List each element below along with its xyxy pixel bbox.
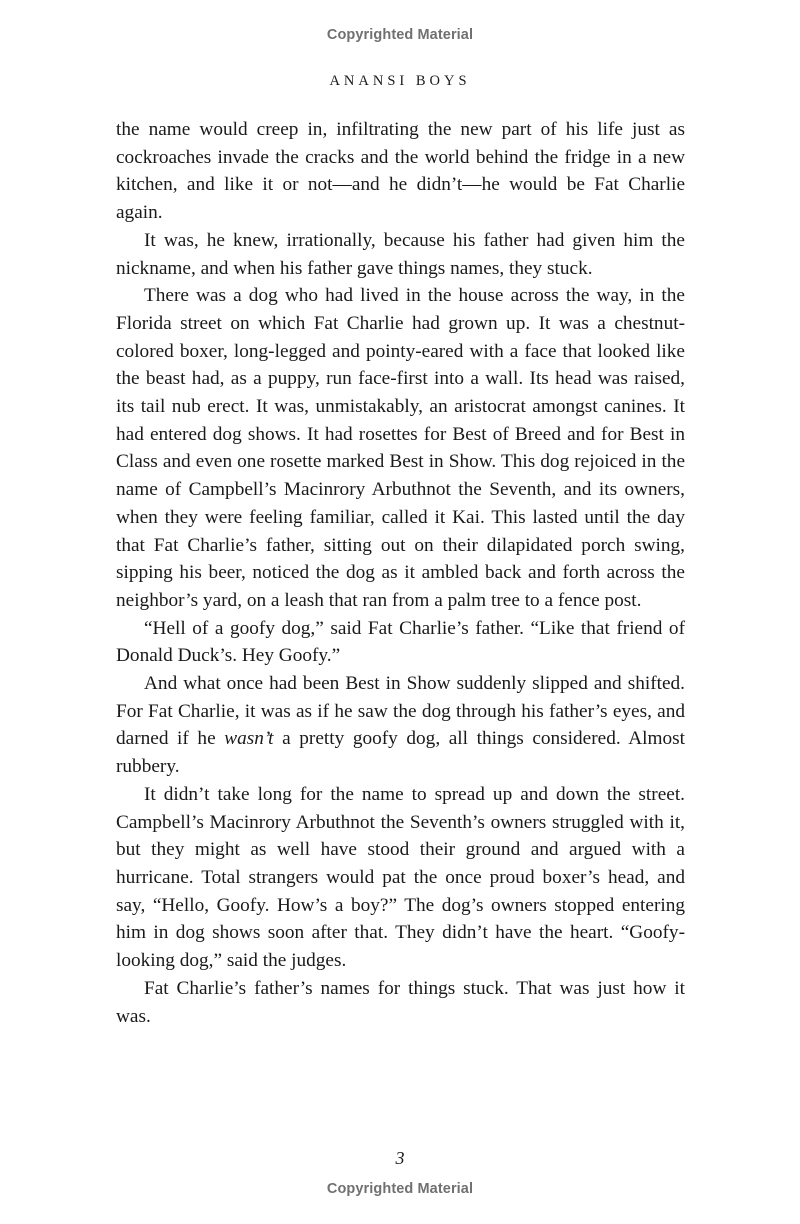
paragraph-7 bbox=[116, 975, 685, 1030]
paragraph-text: “Hell of a goofy dog,” said Fat Charlie’s father. “Like that friend of Donald Duck’s. Hey Goofy.” bbox=[116, 617, 685, 667]
paragraph-text: the name would creep in, infiltrating the new part of his life just as cockroaches invade the cracks and the world behind the fridge in a new kitchen, and like it or not—and he didn’t—he would be Fat Charlie again. bbox=[116, 119, 685, 224]
paragraph-2 bbox=[116, 227, 685, 282]
paragraph-6 bbox=[116, 781, 685, 975]
paragraph-5 bbox=[116, 670, 685, 781]
paragraph-text: It was, he knew, irrationally, because his father had given him the nickname, and when his father gave things names, they stuck. bbox=[116, 229, 685, 279]
paragraph-1 bbox=[116, 116, 685, 227]
paragraph-text: There was a dog who had lived in the house across the way, in the Florida street on which Fat Charlie had grown up. It was a chestnut-colored boxer, long-legged and pointy-eared with a face that looked like the beast had, as a puppy, run face-first into a wall. Its head was raised, its tail nub erect. It was, unmistakably, an aristocrat amongst canines. It had entered dog shows. It had rosettes for Best of Breed and for Best in Class and even one rosette marked Best in Show. This dog rejoiced in the name of Campbell’s Macinrory Arbuthnot the Seventh, and its owners, when they were feeling familiar, called it Kai. This lasted until the day that Fat Charlie’s father, sitting out on their dilapidated porch swing, sipping his beer, noticed the dog as it ambled back and forth across the neighbor’s yard, on a leash that ran from a palm tree to a fence post. bbox=[116, 285, 685, 611]
paragraph-text: a pretty goofy dog, all things considered. Almost rubbery. bbox=[116, 728, 685, 778]
paragraph-3 bbox=[116, 282, 685, 614]
body-text bbox=[116, 116, 685, 1030]
paragraph-4 bbox=[116, 615, 685, 670]
running-head: ANANSI BOYS bbox=[329, 73, 471, 89]
paragraph-text: Fat Charlie’s father’s names for things stuck. That was just how it was. bbox=[116, 977, 685, 1027]
paragraph-text: And what once had been Best in Show suddenly slipped and shifted. For Fat Charlie, it was as if he saw the dog through his father’s eyes, and darned if he bbox=[116, 673, 685, 750]
copyright-watermark-top: Copyrighted Material bbox=[326, 27, 474, 43]
page-number: 3 bbox=[395, 1148, 405, 1168]
italic-emphasis: wasn’t bbox=[224, 728, 274, 750]
copyright-watermark-bottom: Copyrighted Material bbox=[326, 1181, 474, 1197]
paragraph-text: It didn’t take long for the name to spread up and down the street. Campbell’s Macinrory Arbuthnot the Seventh’s owners struggled with it, but they might as well have stood their ground and argued with a hurricane. Total strangers would pat the once proud boxer’s head, and say, “Hello, Goofy. How’s a boy?” The dog’s owners stopped entering him in dog shows soon after that. They didn’t have the heart. “Goofy-looking dog,” said the judges. bbox=[116, 783, 685, 972]
